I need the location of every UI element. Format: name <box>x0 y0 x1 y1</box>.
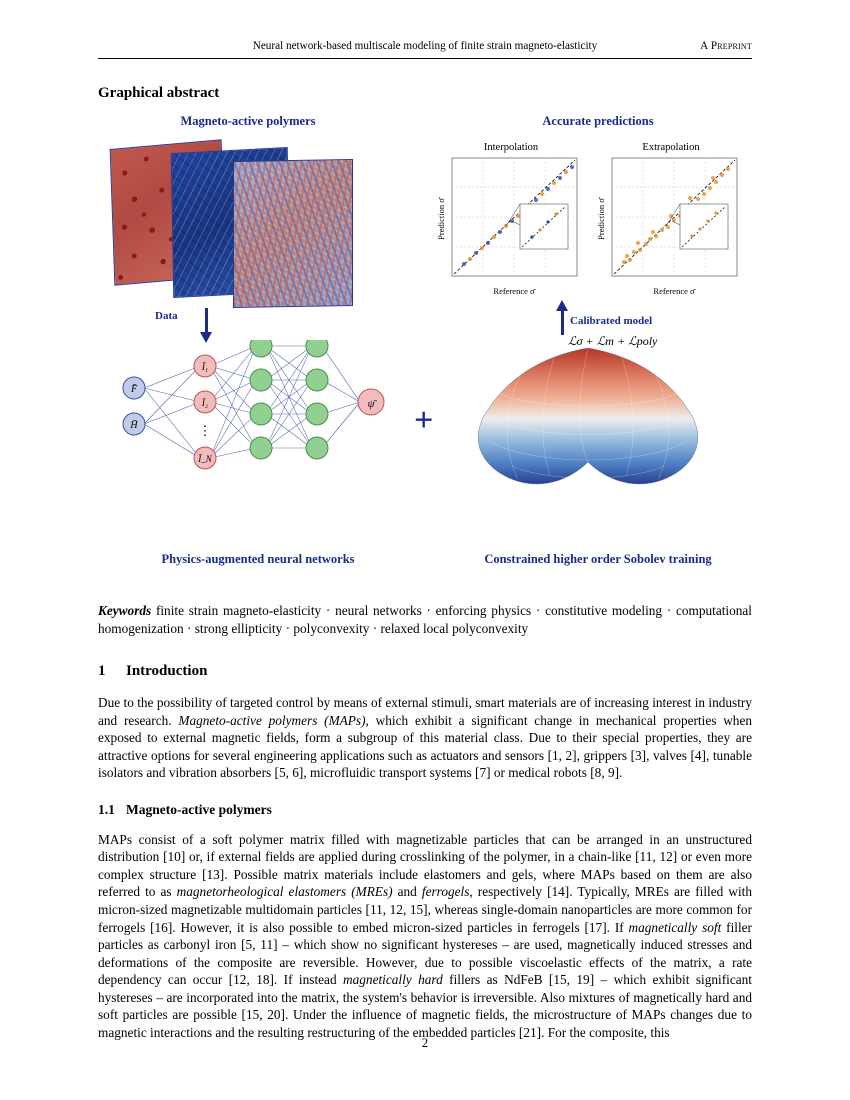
figure-label-pann: Physics-augmented neural networks <box>161 552 355 566</box>
loss-formula: ℒσ + ℒm + ℒpoly <box>568 334 658 348</box>
keywords-block <box>98 602 752 637</box>
sub-p1-em-hard: magnetically hard <box>343 972 443 988</box>
svg-text:H̄: H̄ <box>130 420 138 431</box>
svg-text:Ī_N: Ī_N <box>198 454 212 464</box>
svg-text:Reference σ̄: Reference σ̄ <box>653 286 695 296</box>
prediction-scatter-plots <box>428 144 752 309</box>
energy-surface <box>438 330 738 520</box>
running-header-title: Neural network-based multiscale modeling of finite strain magneto-elasticity <box>252 40 598 52</box>
section-title: Introduction <box>126 663 208 680</box>
page-number: 2 <box>421 1036 429 1050</box>
data-arrow-label: Data <box>155 310 178 322</box>
graphical-abstract-heading: Graphical abstract <box>98 85 220 101</box>
section-number: 1 <box>98 663 106 680</box>
intro-p1-emphasis: Magneto-active polymers (MAPs) <box>178 712 366 728</box>
figure-label-sobolev: Constrained higher order Sobolev training <box>484 552 712 566</box>
subsection-title: Magneto-active polymers <box>126 801 272 817</box>
material-sample-mixed <box>233 159 353 308</box>
plus-sign: + <box>414 402 434 439</box>
sub-p1-part-1: MAPs consist of a soft polymer matrix filled with magnetizable particles that can be arranged in an unstructured distribution [10] or, if external fields are applied during crosslinking of the polymer, in a chain-like [11, 12] or even more complex structure [13]. Possible matrix materials include elastomers and gels, where MAPs based on them are also referred to as <box>98 831 752 900</box>
graphical-abstract-figure <box>98 112 752 582</box>
data-arrow-shaft <box>205 308 208 334</box>
sub-p1-em-soft: magnetically soft <box>628 919 722 935</box>
sub-p1-part-4: filler particles as carbonyl iron [5, 11] – which show no significant hystereses – are used, magnetically induced stresses and deformations of the composite are reversible. However, due to possible viscoelastic effects of the matrix, a rate dependency can occur [12, 18]. If instead <box>98 919 752 988</box>
subsection-heading <box>98 802 752 818</box>
panel-title-interpolation: Interpolation <box>483 142 539 153</box>
subsection-paragraph-1 <box>98 831 752 1042</box>
subsection-number: 1.1 <box>98 801 115 817</box>
svg-text:Prediction σ̄: Prediction σ̄ <box>596 198 606 240</box>
sub-p1-em-ferrogels: ferrogels <box>421 884 470 900</box>
svg-text:Ī₂: Ī₂ <box>201 398 209 408</box>
sub-p1-part-5: fillers as NdFeB [15, 19] – which exhibit significant hystereses – are incorporated into the matrix, the system's behavior is irreversible. Also mixtures of magnetically hard and soft particles are possible [15, 20]. Under the influence of magnetic fields, the microstructure of MAPs changes due to magnetic interactions and the resulting restructuring of the embedded particles [21]. For the composite, this <box>98 972 752 1040</box>
svg-text:F̄: F̄ <box>130 384 138 395</box>
svg-text:ψ̄: ψ̄ <box>367 398 375 410</box>
svg-text:Prediction σ̄: Prediction σ̄ <box>436 198 446 240</box>
intro-paragraph-1 <box>98 694 752 782</box>
prediction-panels <box>428 144 752 309</box>
sub-p1-em-mre: magnetorheological elastomers (MREs) <box>176 884 393 900</box>
sub-p1-part-3: , respectively [14]. Typically, MREs are filled with micron-sized magnetizable multidomain particles [11, 12, 15], whereas single-domain nanoparticles are more common for ferrogels [16]. However, it is also possible to embed micron-sized particles in ferrogels [17]. If <box>98 884 752 935</box>
neural-network-diagram <box>108 340 408 515</box>
intro-p1-part-c: , which exhibit a significant change in mechanical properties when exposed to external magnetic fields, form a subgroup of this material class. Due to their special properties, they are attractive options for several engineering applications such as actuators and sensors [1, 2], grippers [3], valves [4], tunable isolators and vibration absorbers [5, 6], microfluidic transport systems [7] or medical robots [8, 9]. <box>98 712 752 781</box>
keywords-label: Keywords <box>98 603 152 618</box>
figure-label-magneto-active-polymers: Magneto-active polymers <box>180 114 316 128</box>
keywords-text: finite strain magneto-elasticity · neural networks · enforcing physics · constitutive modeling · computational homogenization · strong ellipticity · polyconvexity · relaxed local polyconvexity <box>98 603 753 636</box>
panel-title-extrapolation: Extrapolation <box>642 142 700 153</box>
svg-text:Reference σ̄: Reference σ̄ <box>493 286 535 296</box>
intro-p1-part-a: Due to the possibility of targeted control by means of external stimuli, smart materials are of increasing interest in industry and research. <box>98 695 752 728</box>
section-introduction-heading <box>98 663 752 680</box>
svg-text:⋮: ⋮ <box>198 423 212 438</box>
page-content <box>98 40 752 1041</box>
running-header <box>98 40 752 59</box>
figure-label-accurate-predictions: Accurate predictions <box>542 114 654 128</box>
svg-text:Ī₁: Ī₁ <box>201 362 209 372</box>
calibrated-arrow-label: Calibrated model <box>570 315 653 327</box>
running-header-preprint: A Preprint <box>700 40 752 52</box>
sub-p1-part-2: and <box>392 884 422 900</box>
